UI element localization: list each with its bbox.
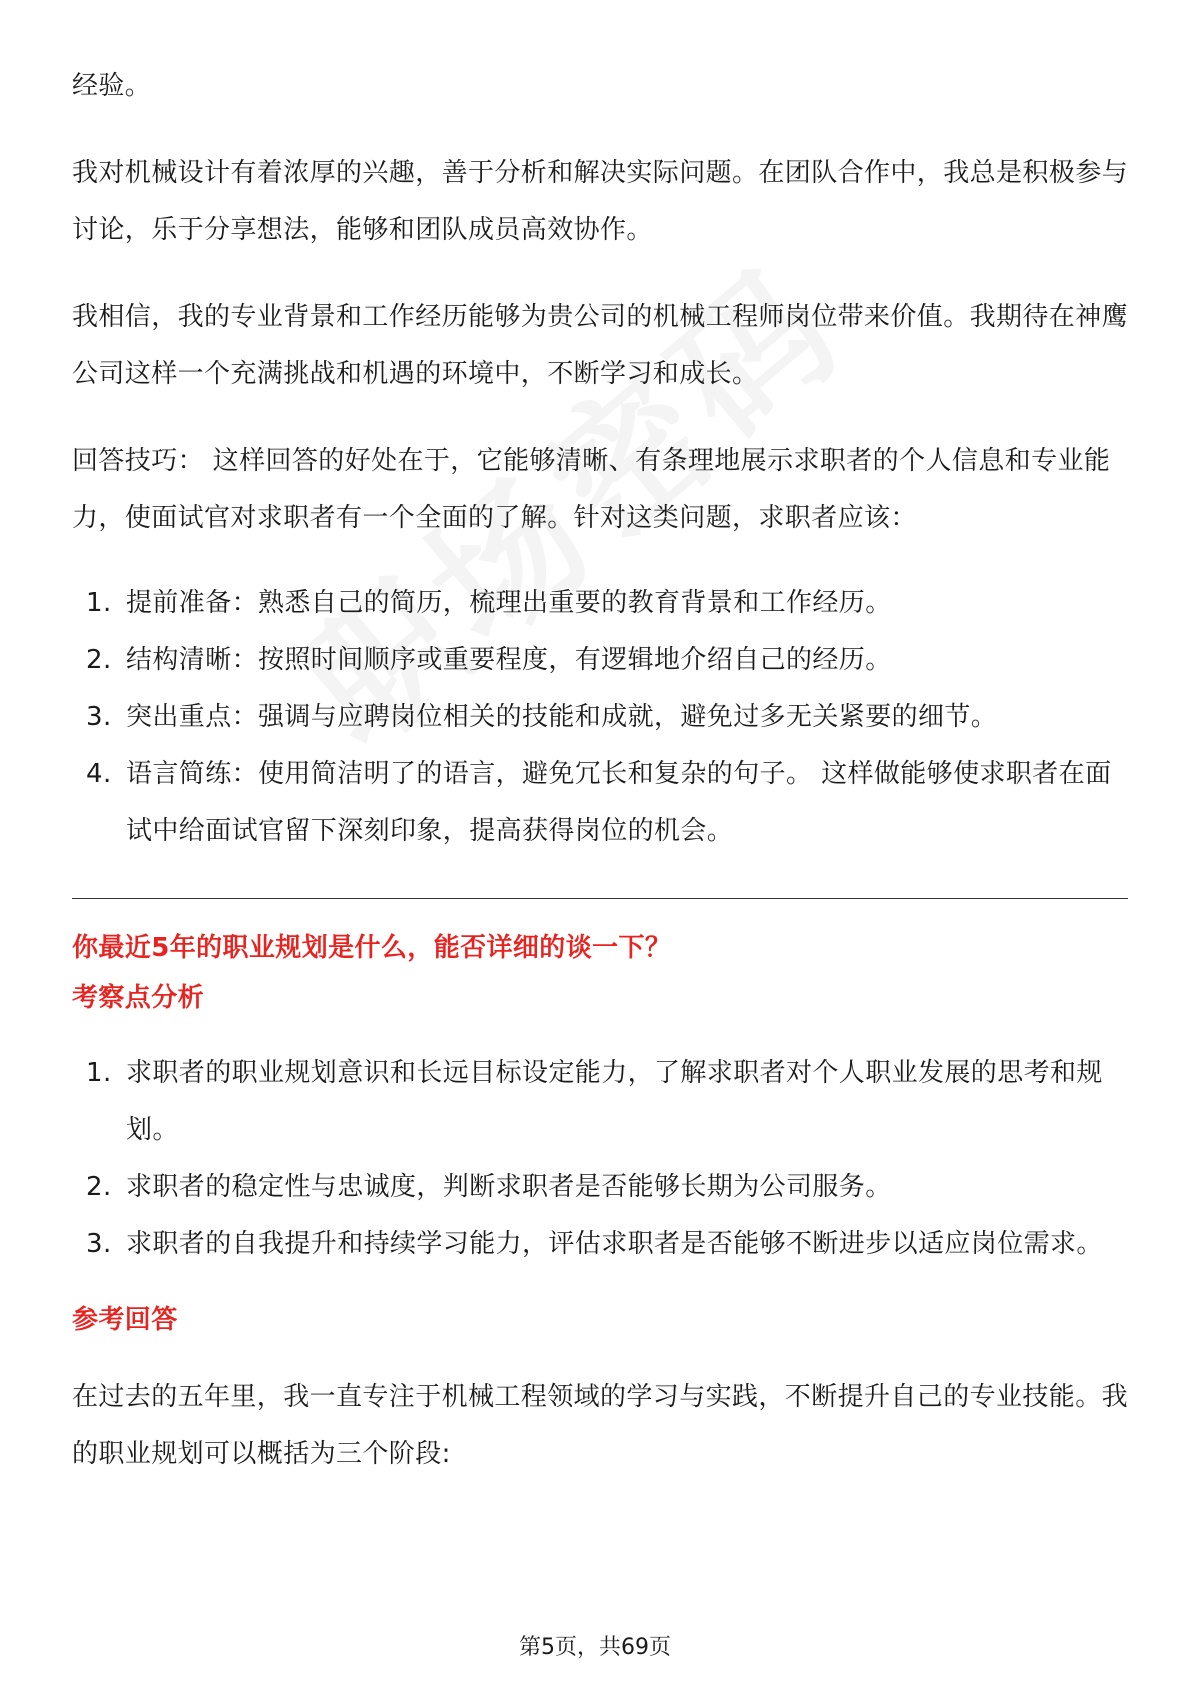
list-item-text: 提前准备：熟悉自己的简历，梳理出重要的教育背景和工作经历。 xyxy=(126,588,892,618)
list-number: 3. xyxy=(86,1229,112,1259)
analysis-list xyxy=(72,1045,1128,1273)
list-item xyxy=(72,1159,1128,1216)
list-number: 4. xyxy=(86,759,112,789)
list-item-text: 求职者的职业规划意识和长远目标设定能力，了解求职者对个人职业发展的思考和规划。 xyxy=(126,1058,1103,1145)
answer-heading: 参考回答 xyxy=(72,1305,178,1335)
paragraph-answer-tips: 回答技巧： 这样回答的好处在于，它能够清晰、有条理地展示求职者的个人信息和专业能力，使面试官对求职者有一个全面的了解。针对这类问题，求职者应该： xyxy=(72,446,1111,533)
paragraph-value: 我相信，我的专业背景和工作经历能够为贵公司的机械工程师岗位带来价值。我期待在神鹰公司这样一个充满挑战和机遇的环境中，不断学习和成长。 xyxy=(72,302,1129,389)
list-item-text: 突出重点：强调与应聘岗位相关的技能和成就，避免过多无关紧要的细节。 xyxy=(126,702,998,732)
list-number: 2. xyxy=(86,1172,112,1202)
paragraph-continuation: 经验。 xyxy=(72,71,152,101)
list-item xyxy=(72,575,1128,632)
paragraph-interest: 我对机械设计有着浓厚的兴趣，善于分析和解决实际问题。在团队合作中，我总是积极参与讨论，乐于分享想法，能够和团队成员高效协作。 xyxy=(72,158,1129,245)
list-item xyxy=(72,1045,1128,1159)
list-item-text: 求职者的稳定性与忠诚度，判断求职者是否能够长期为公司服务。 xyxy=(126,1172,892,1202)
list-number: 2. xyxy=(86,645,112,675)
list-item-text: 语言简练：使用简洁明了的语言，避免冗长和复杂的句子。 这样做能够使求职者在面试中给面试官留下深刻印象，提高获得岗位的机会。 xyxy=(126,759,1112,846)
question-title: 你最近5年的职业规划是什么，能否详细的谈一下？ xyxy=(72,933,672,963)
list-item xyxy=(72,746,1128,860)
list-item-text: 求职者的自我提升和持续学习能力，评估求职者是否能够不断进步以适应岗位需求。 xyxy=(126,1229,1103,1259)
answer-paragraph: 在过去的五年里，我一直专注于机械工程领域的学习与实践，不断提升自己的专业技能。我的职业规划可以概括为三个阶段: xyxy=(72,1382,1129,1469)
list-number: 1. xyxy=(86,588,112,618)
section-divider xyxy=(72,898,1128,899)
list-item xyxy=(72,632,1128,689)
tips-list xyxy=(72,575,1128,860)
list-item-text: 结构清晰：按照时间顺序或重要程度，有逻辑地介绍自己的经历。 xyxy=(126,645,892,675)
page-content xyxy=(72,58,1128,1483)
list-number: 1. xyxy=(86,1058,112,1088)
analysis-heading: 考察点分析 xyxy=(72,983,205,1013)
list-item xyxy=(72,1216,1128,1273)
list-item xyxy=(72,689,1128,746)
list-number: 3. xyxy=(86,702,112,732)
page-number: 第5页，共69页 xyxy=(519,1635,671,1660)
